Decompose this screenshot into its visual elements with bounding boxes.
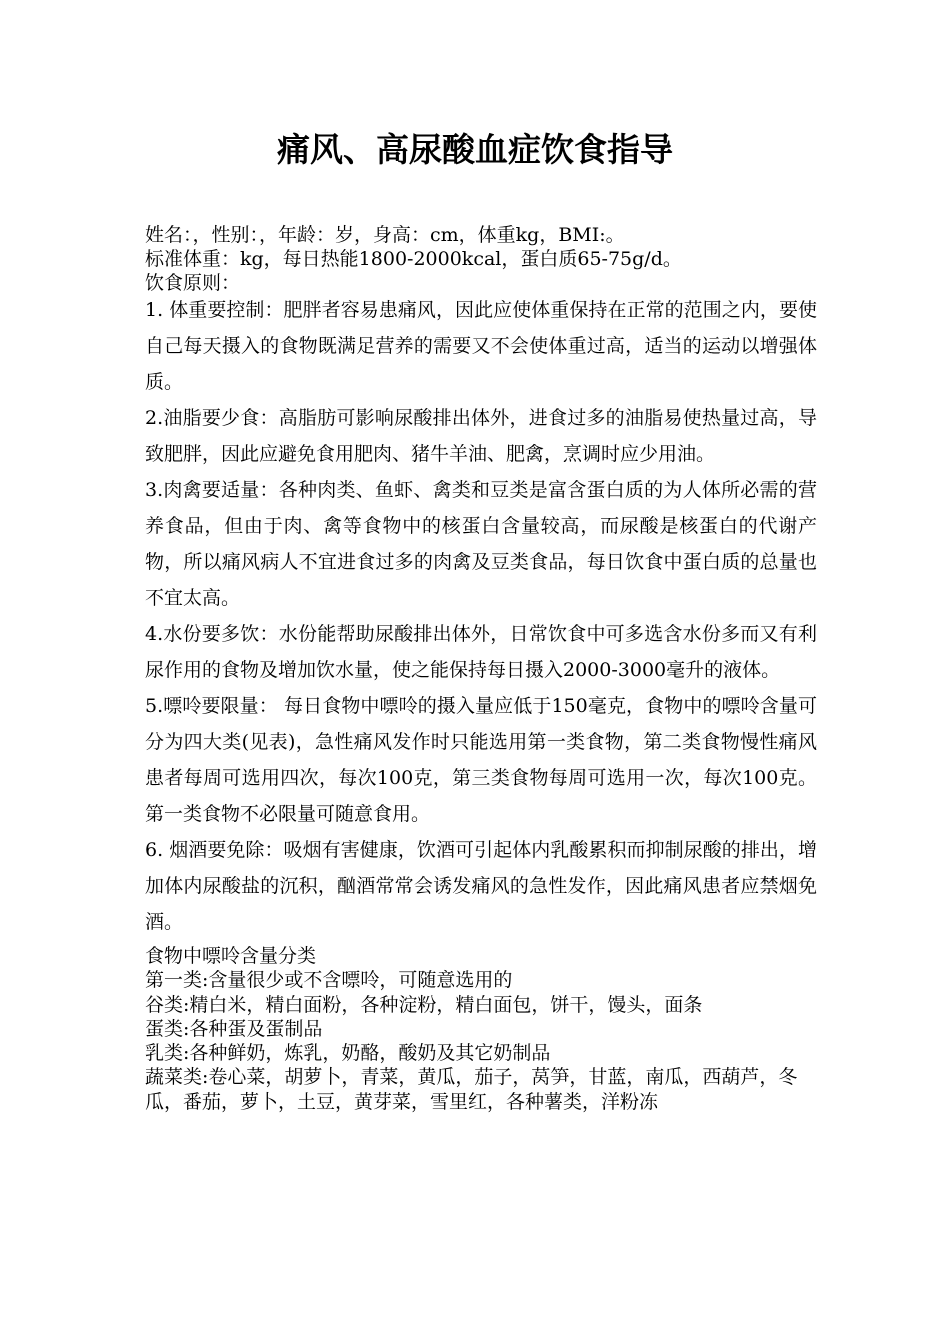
document-title: 痛风、高尿酸血症饮食指导 xyxy=(277,130,673,169)
category-1-vegetables: 蔬菜类:卷心菜，胡萝卜，青菜，黄瓜，茄子，莴笋，甘蓝，南瓜，西葫芦，冬瓜，番茄，萝卜，土豆，黄芽菜，雪里红，各种薯类，洋粉冻 xyxy=(145,1066,798,1113)
principle-weight-control: 1. 体重要控制：肥胖者容易患痛风，因此应使体重保持在正常的范围之内，要使自己每天摄入的食物既满足营养的需要又不会使体重过高，适当的运动以增强体质。 xyxy=(145,299,817,393)
principle-limit-purine: 5.嘌呤要限量： 每日食物中嘌呤的摄入量应低于150毫克，食物中的嘌呤含量可分为四大类(见表)，急性痛风发作时只能选用第一类食物，第二类食物慢性痛风患者每周可选用四次，每次100克，第三类食物每周可选用一次，每次100克。第一类食物不必限量可随意食用。 xyxy=(145,695,817,825)
principle-no-smoking-alcohol: 6. 烟酒要免除：吸烟有害健康，饮酒可引起体内乳酸累积而抑制尿酸的排出，增加体内尿酸盐的沉积，酗酒常常会诱发痛风的急性发作，因此痛风患者应禁烟免酒。 xyxy=(145,839,817,933)
principle-moderate-meat: 3.肉禽要适量：各种肉类、鱼虾、禽类和豆类是富含蛋白质的为人体所必需的营养食品，但由于肉、禽等食物中的核蛋白含量较高，而尿酸是核蛋白的代谢产物，所以痛风病人不宜进食过多的肉禽及豆类食品，每日饮食中蛋白质的总量也不宜太高。 xyxy=(145,479,817,609)
patient-info-line: 姓名：，性别：，年龄：岁，身高：cm，体重kg，BMI:。 xyxy=(145,224,625,246)
category-1-grains: 谷类:精白米，精白面粉，各种淀粉，精白面包，饼干，馒头，面条 xyxy=(145,993,703,1016)
category-1-eggs: 蛋类:各种蛋及蛋制品 xyxy=(145,1017,323,1040)
principles-list xyxy=(145,292,817,940)
principle-less-oil: 2.油脂要少食：高脂肪可影响尿酸排出体外，进食过多的油脂易使热量过高，导致肥胖，因此应避免食用肥肉、猪牛羊油、肥禽，烹调时应少用油。 xyxy=(145,407,817,465)
nutrition-target-line: 标准体重：kg，每日热能1800-2000kcal，蛋白质65-75g/d。 xyxy=(145,248,682,270)
category-1-dairy: 乳类:各种鲜奶，炼乳，奶酪，酸奶及其它奶制品 xyxy=(145,1042,551,1065)
document-body xyxy=(145,223,817,1114)
principle-drink-water: 4.水份要多饮：水份能帮助尿酸排出体外，日常饮食中可多选含水份多而又有利尿作用的食物及增加饮水量，使之能保持每日摄入2000-3000毫升的液体。 xyxy=(145,623,817,681)
purine-classification xyxy=(145,944,817,1114)
purine-heading: 食物中嘌呤含量分类 xyxy=(145,945,317,967)
category-1-heading: 第一类:含量很少或不含嘌呤，可随意选用的 xyxy=(145,969,513,992)
principles-heading: 饮食原则： xyxy=(145,272,241,294)
